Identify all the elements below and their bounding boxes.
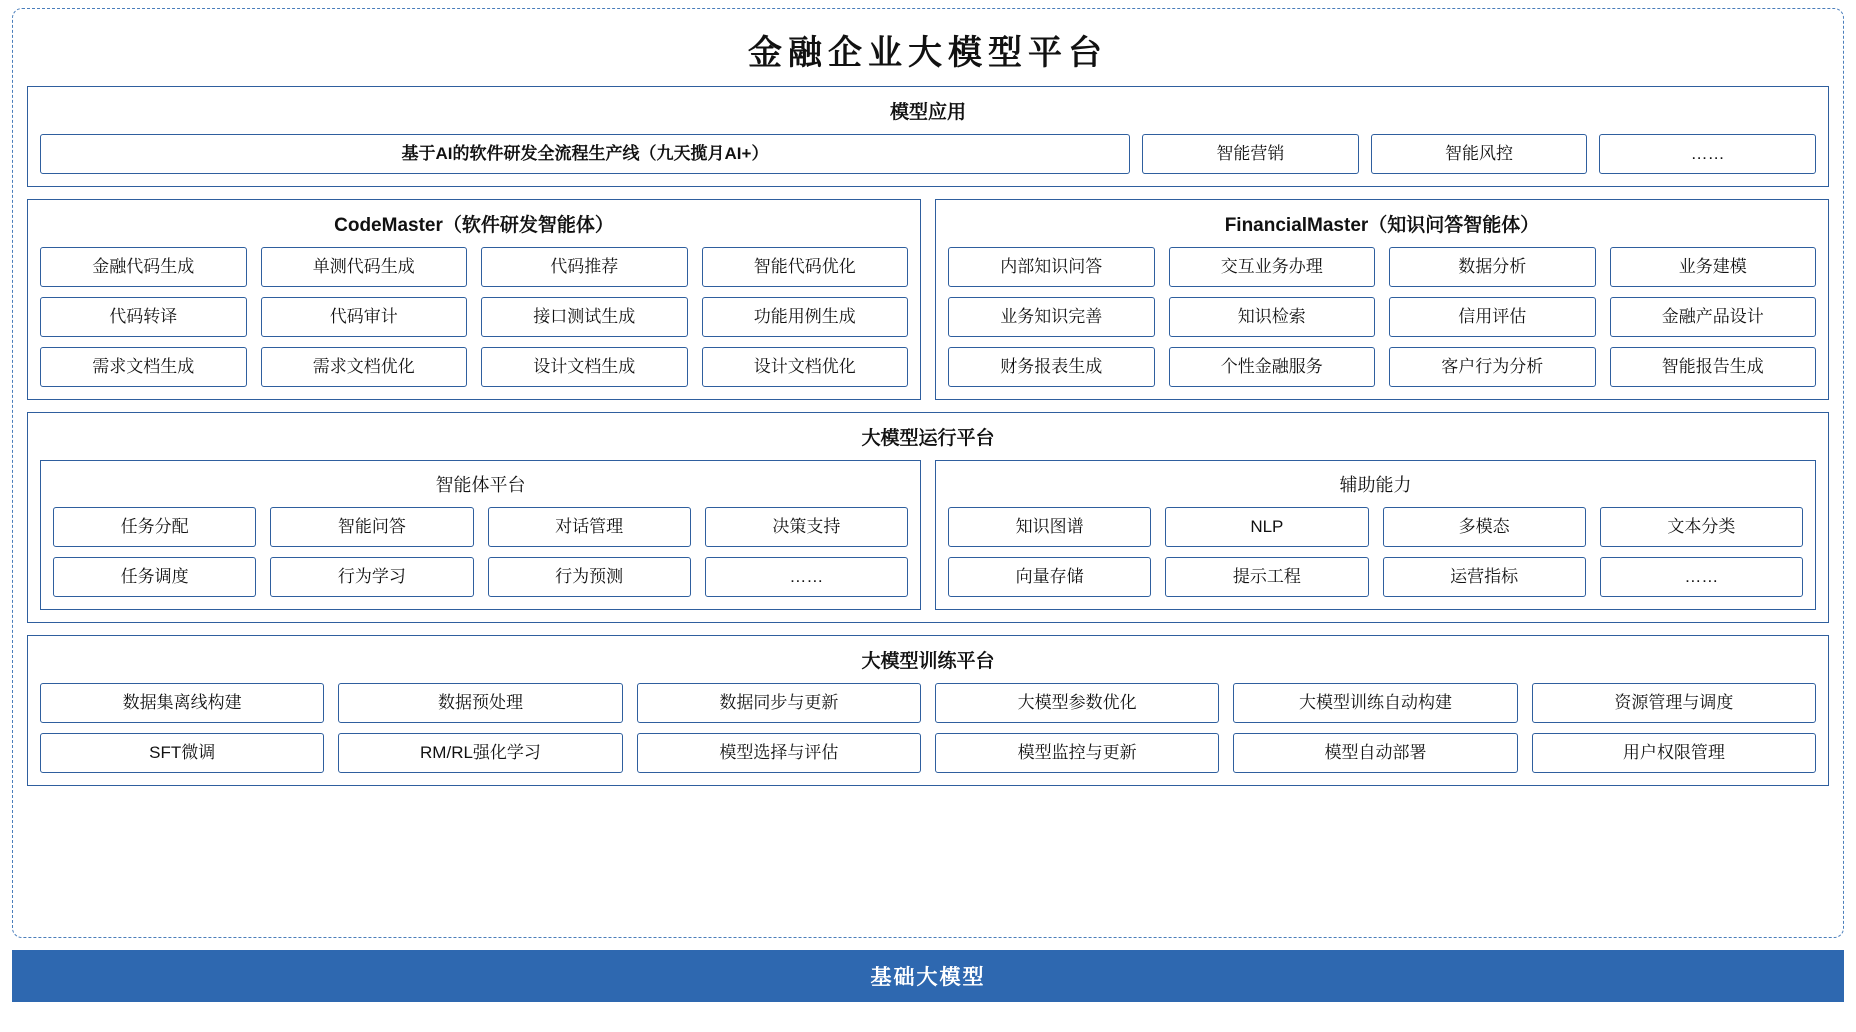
chip-fm-7[interactable]: 信用评估 xyxy=(1389,297,1596,337)
chip-ai-pipeline[interactable]: 基于AI的软件研发全流程生产线（九天揽月AI+） xyxy=(40,134,1130,174)
chip-fm-2[interactable]: 交互业务办理 xyxy=(1169,247,1376,287)
section-training-platform xyxy=(27,635,1829,786)
training-platform-items xyxy=(40,683,1816,773)
assist-capability-items xyxy=(948,507,1803,597)
chip-cm-3[interactable]: 代码推荐 xyxy=(481,247,688,287)
section-title-runtime-platform: 大模型运行平台 xyxy=(861,428,995,449)
chip-cm-5[interactable]: 代码转译 xyxy=(40,297,247,337)
foundation-model-bar xyxy=(12,950,1844,1002)
chip-cm-9[interactable]: 需求文档生成 xyxy=(40,347,247,387)
section-title-code-master: CodeMaster（软件研发智能体） xyxy=(334,215,614,236)
chip-ac-7[interactable]: 运营指标 xyxy=(1383,557,1586,597)
chip-fm-1[interactable]: 内部知识问答 xyxy=(948,247,1155,287)
chip-tp-9[interactable]: 模型选择与评估 xyxy=(637,733,921,773)
chip-ac-6[interactable]: 提示工程 xyxy=(1165,557,1368,597)
chip-ap-2[interactable]: 智能问答 xyxy=(270,507,473,547)
agent-platform-items xyxy=(53,507,908,597)
chip-tp-3[interactable]: 数据同步与更新 xyxy=(637,683,921,723)
chip-tp-1[interactable]: 数据集离线构建 xyxy=(40,683,324,723)
chip-ac-4[interactable]: 文本分类 xyxy=(1600,507,1803,547)
chip-ap-1[interactable]: 任务分配 xyxy=(53,507,256,547)
chip-ap-6[interactable]: 行为学习 xyxy=(270,557,473,597)
chip-cm-7[interactable]: 接口测试生成 xyxy=(481,297,688,337)
chip-ac-2[interactable]: NLP xyxy=(1165,507,1368,547)
section-model-application xyxy=(27,86,1829,187)
chip-fm-5[interactable]: 业务知识完善 xyxy=(948,297,1155,337)
chip-cm-2[interactable]: 单测代码生成 xyxy=(261,247,468,287)
chip-smart-risk-control[interactable]: 智能风控 xyxy=(1371,134,1588,174)
chip-tp-4[interactable]: 大模型参数优化 xyxy=(935,683,1219,723)
chip-ap-3[interactable]: 对话管理 xyxy=(488,507,691,547)
section-title-financial-master: FinancialMaster（知识问答智能体） xyxy=(1224,215,1540,236)
chip-fm-8[interactable]: 金融产品设计 xyxy=(1610,297,1817,337)
subsection-title-assist-capability: 辅助能力 xyxy=(1339,475,1412,495)
chip-tp-12[interactable]: 用户权限管理 xyxy=(1532,733,1816,773)
chip-cm-11[interactable]: 设计文档生成 xyxy=(481,347,688,387)
chip-tp-8[interactable]: RM/RL强化学习 xyxy=(338,733,622,773)
chip-fm-3[interactable]: 数据分析 xyxy=(1389,247,1596,287)
chip-cm-12[interactable]: 设计文档优化 xyxy=(702,347,909,387)
section-financial-master xyxy=(935,199,1829,400)
chip-fm-6[interactable]: 知识检索 xyxy=(1169,297,1376,337)
agents-row xyxy=(27,199,1829,412)
financial-master-items xyxy=(948,247,1816,387)
chip-tp-10[interactable]: 模型监控与更新 xyxy=(935,733,1219,773)
chip-tp-11[interactable]: 模型自动部署 xyxy=(1233,733,1517,773)
chip-ap-8[interactable]: …… xyxy=(705,557,908,597)
platform-outer-container xyxy=(12,8,1844,938)
chip-ac-3[interactable]: 多模态 xyxy=(1383,507,1586,547)
foundation-model-label: 基础大模型 xyxy=(870,966,986,989)
chip-ac-8[interactable]: …… xyxy=(1600,557,1803,597)
code-master-items xyxy=(40,247,908,387)
page-title: 金融企业大模型平台 xyxy=(748,34,1108,72)
chip-ap-4[interactable]: 决策支持 xyxy=(705,507,908,547)
chip-cm-6[interactable]: 代码审计 xyxy=(261,297,468,337)
chip-tp-6[interactable]: 资源管理与调度 xyxy=(1532,683,1816,723)
chip-tp-5[interactable]: 大模型训练自动构建 xyxy=(1233,683,1517,723)
subsection-agent-platform xyxy=(40,460,921,610)
chip-fm-4[interactable]: 业务建模 xyxy=(1610,247,1817,287)
chip-fm-10[interactable]: 个性金融服务 xyxy=(1169,347,1376,387)
chip-tp-2[interactable]: 数据预处理 xyxy=(338,683,622,723)
diagram-page xyxy=(0,8,1856,1032)
chip-fm-12[interactable]: 智能报告生成 xyxy=(1610,347,1817,387)
chip-fm-11[interactable]: 客户行为分析 xyxy=(1389,347,1596,387)
chip-ac-1[interactable]: 知识图谱 xyxy=(948,507,1151,547)
chip-fm-9[interactable]: 财务报表生成 xyxy=(948,347,1155,387)
subsection-assist-capability xyxy=(935,460,1816,610)
runtime-subsections xyxy=(40,460,1816,610)
model-application-items xyxy=(40,134,1816,174)
subsection-title-agent-platform: 智能体平台 xyxy=(435,475,526,495)
chip-cm-8[interactable]: 功能用例生成 xyxy=(702,297,909,337)
section-runtime-platform xyxy=(27,412,1829,623)
chip-more-applications[interactable]: …… xyxy=(1599,134,1816,174)
chip-ap-5[interactable]: 任务调度 xyxy=(53,557,256,597)
chip-smart-marketing[interactable]: 智能营销 xyxy=(1142,134,1359,174)
chip-tp-7[interactable]: SFT微调 xyxy=(40,733,324,773)
chip-cm-1[interactable]: 金融代码生成 xyxy=(40,247,247,287)
chip-ap-7[interactable]: 行为预测 xyxy=(488,557,691,597)
chip-cm-4[interactable]: 智能代码优化 xyxy=(702,247,909,287)
section-code-master xyxy=(27,199,921,400)
chip-cm-10[interactable]: 需求文档优化 xyxy=(261,347,468,387)
section-title-model-application: 模型应用 xyxy=(889,102,966,123)
chip-ac-5[interactable]: 向量存储 xyxy=(948,557,1151,597)
section-title-training-platform: 大模型训练平台 xyxy=(861,651,995,672)
